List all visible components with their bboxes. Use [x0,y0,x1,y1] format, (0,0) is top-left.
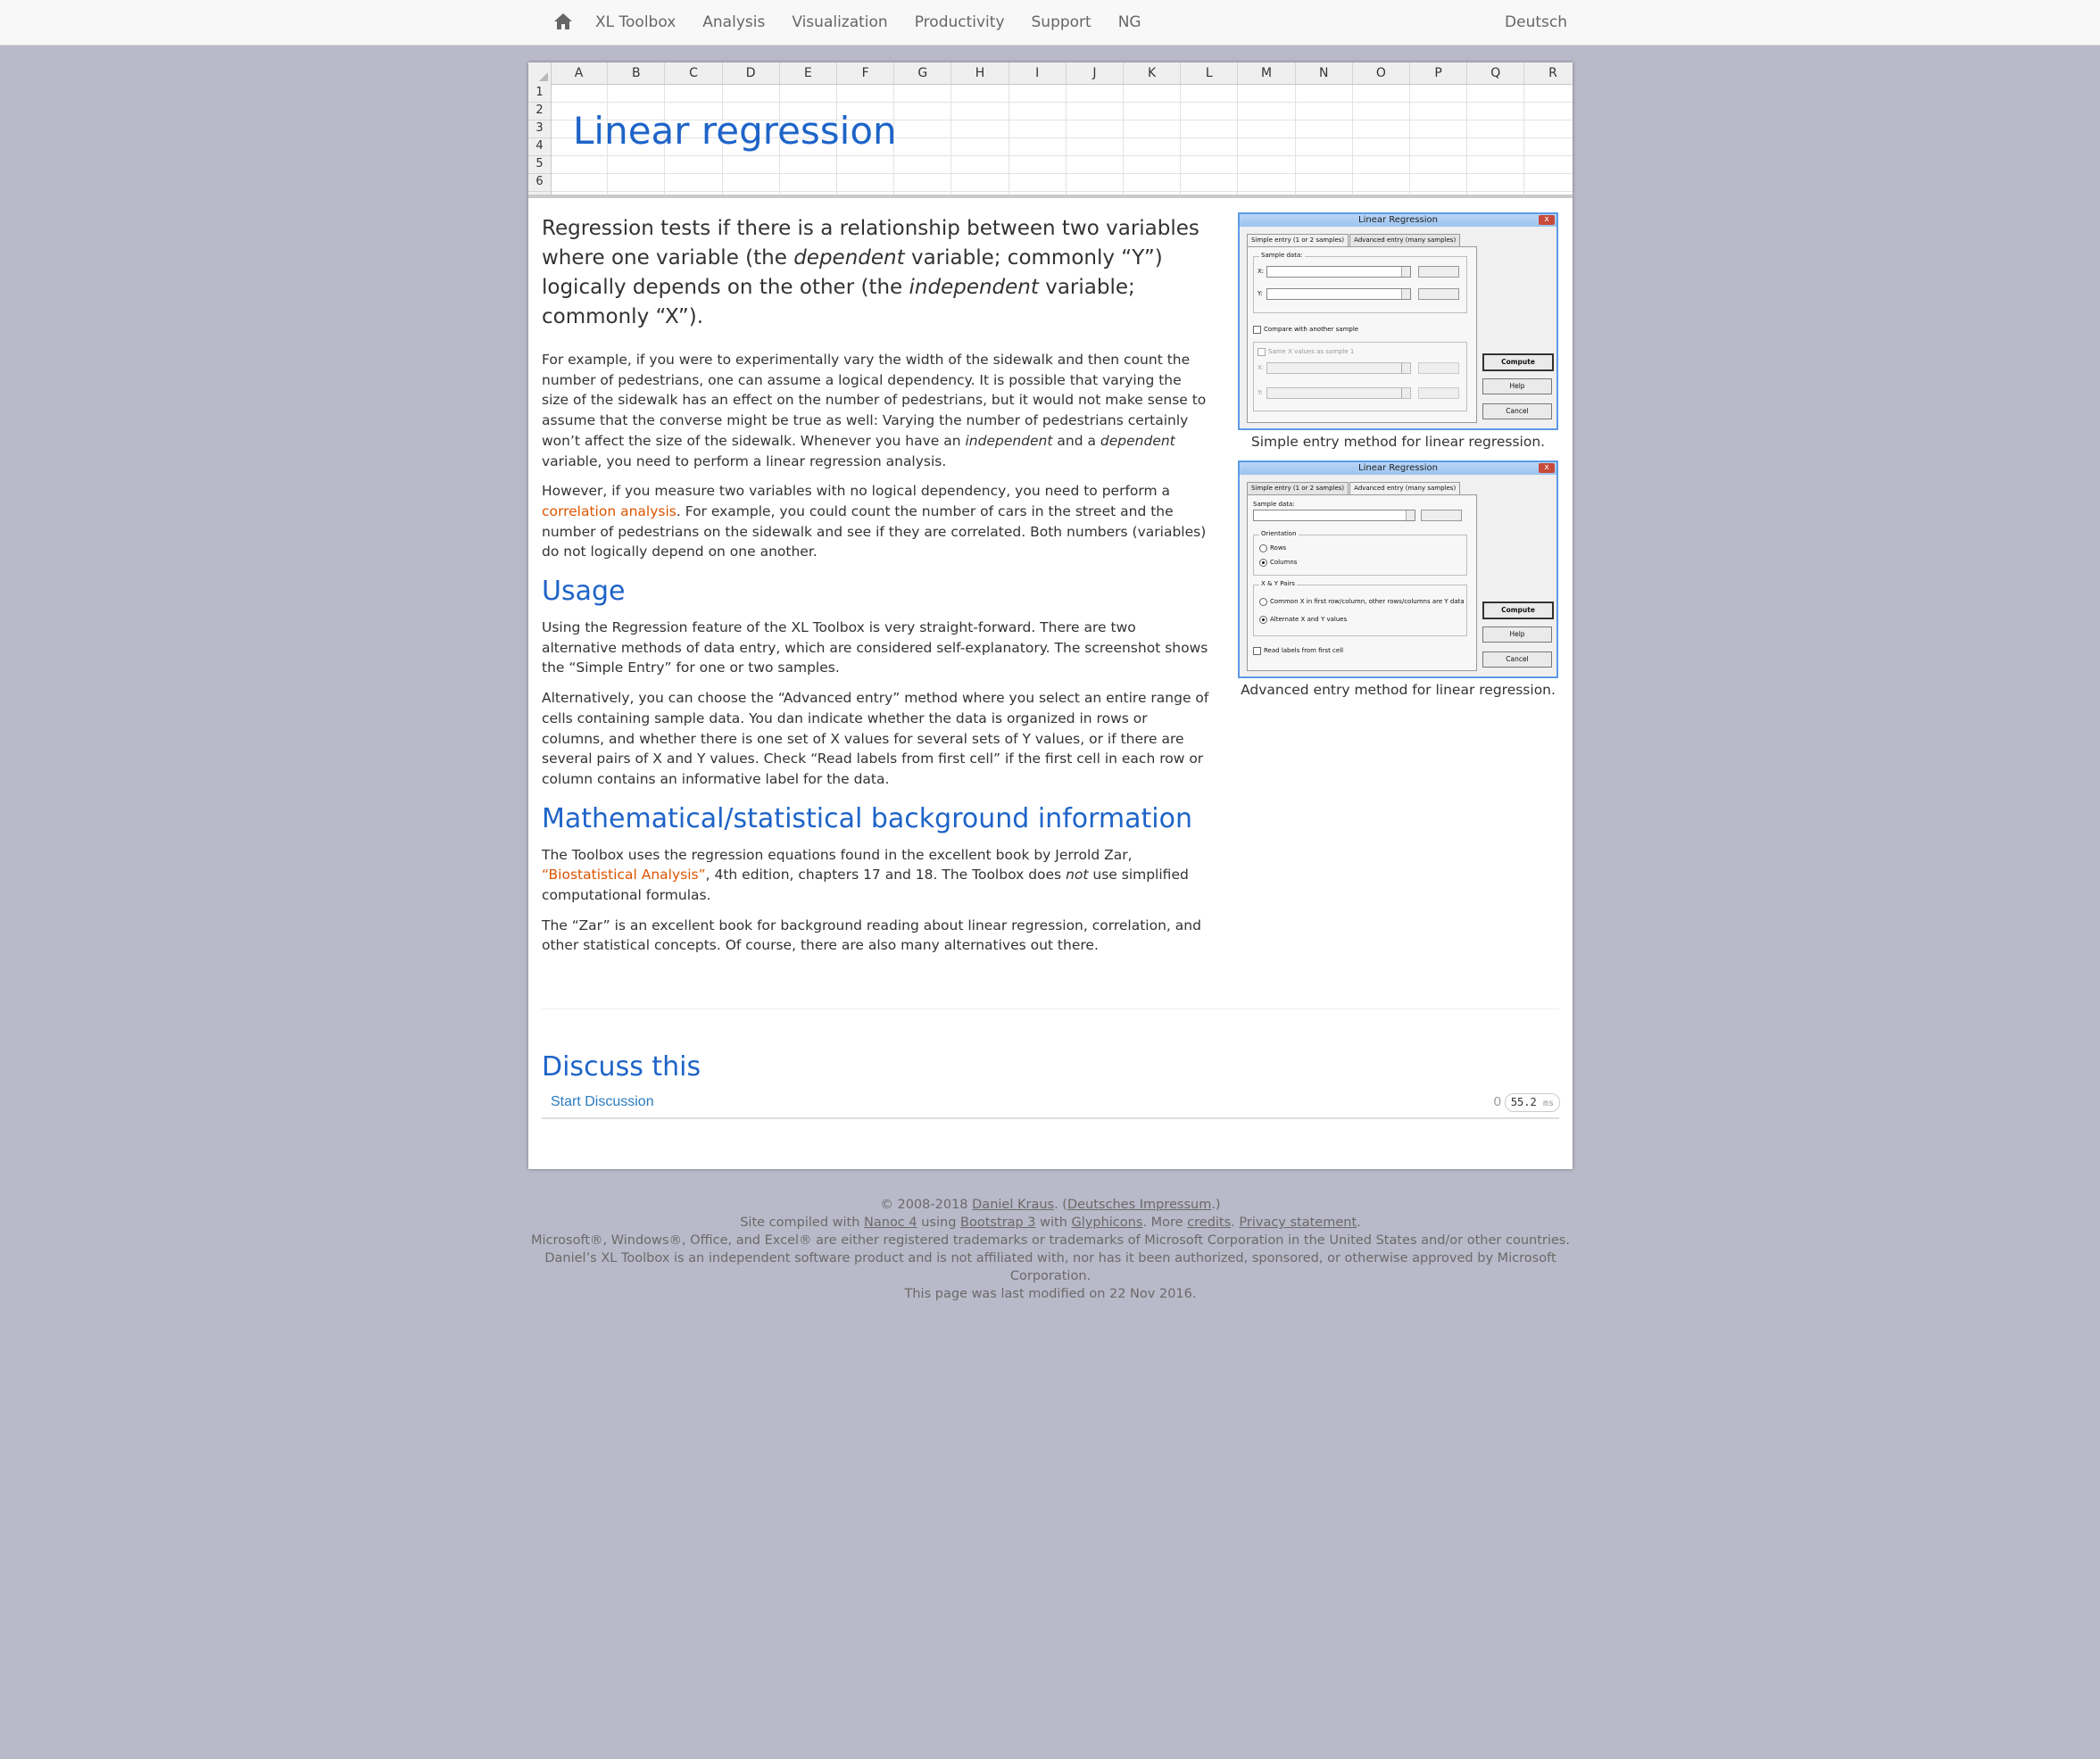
column-header: A [551,62,608,84]
grid-line [1295,84,1296,195]
home-icon[interactable] [553,12,573,30]
grid-line [1466,84,1467,195]
grid-line [551,191,1573,192]
start-discussion-link[interactable]: Start Discussion [551,1094,654,1109]
dialog-title-bar: Linear Regression x [1240,214,1556,227]
footer-disclaimer: Daniel’s XL Toolbox is an independent software product and is not affiliated with, nor has it been authorized, sponsored, or otherwise approved by Microsoft Corporation. [544,1251,1556,1283]
page-container [528,62,1573,1169]
tab-simple-entry: Simple entry (1 or 2 samples) [1247,234,1349,246]
y-label: Y: [1258,290,1263,297]
y2-range-buttons [1418,387,1459,399]
xy-pairs-label: X & Y Pairs [1261,580,1295,587]
glyphicons-link[interactable]: Glyphicons [1071,1216,1143,1230]
top-navbar [0,0,2100,46]
grid-line [1352,84,1353,195]
orientation-label: Orientation [1261,530,1297,537]
column-header: Q [1467,62,1524,84]
nav-link-visualization[interactable]: Visualization [792,13,888,31]
nav-link-xl-toolbox[interactable]: XL Toolbox [595,13,676,31]
second-sample-group [1253,342,1467,411]
grid-line [1008,84,1009,195]
grid-line [551,102,1573,103]
grid-line [551,173,1573,174]
grid-line [1123,84,1124,195]
page-title: Linear regression [573,109,897,153]
column-header: C [665,62,722,84]
y2-range-input [1266,387,1411,399]
discussion-count: 0 [1493,1094,1501,1109]
compare-checkbox [1253,326,1261,334]
tab-advanced-entry: Advanced entry (many samples) [1349,234,1460,246]
x-label: X: [1258,268,1265,275]
column-header: H [951,62,1008,84]
column-header-bar [528,62,1573,85]
same-x-label: Same X values as sample 1 [1268,348,1355,355]
row-header: 6 [528,173,551,192]
paragraph-correlation: However, if you measure two variables with no logical dependency, you need to perform a correlation analysis. For example, you could count the number of cars in the street and the number of pedestrians on the sidewalk and see if they are correlated. Both numbers (variables) do not logically depend on one another. [542,483,1207,560]
xy-pairs-group [1253,580,1467,636]
y2-label: Y: [1258,389,1263,396]
column-header: B [608,62,665,84]
nav-link-support[interactable]: Support [1031,13,1092,31]
paragraph-usage: Using the Regression feature of the XL Toolbox is very straight-forward. There are two alternative methods of data entry, which are considered self-explanatory. The screenshot shows the “Simple Entry” for one or two samples. [542,619,1208,676]
nav-link-productivity[interactable]: Productivity [914,13,1005,31]
column-header: N [1296,62,1353,84]
biostatistical-analysis-link[interactable]: “Biostatistical Analysis” [542,867,706,884]
row-header: 3 [528,120,551,138]
author-link[interactable]: Daniel Kraus [972,1198,1055,1212]
figure-simple-entry [1238,212,1558,450]
grid-line [1066,84,1067,195]
privacy-statement-link[interactable]: Privacy statement [1239,1216,1357,1230]
compute-button: Compute [1482,602,1554,619]
usage-heading: Usage [542,576,626,608]
help-button: Help [1482,626,1552,643]
render-time-badge [1505,1093,1560,1112]
sample-data-group [1253,252,1467,313]
alternate-xy-label: Alternate X and Y values [1270,616,1348,623]
dialog-tabs [1247,482,1461,494]
column-header: K [1124,62,1181,84]
column-header: M [1238,62,1295,84]
nanoc-link[interactable]: Nanoc 4 [864,1216,917,1230]
paragraph-example: For example, if you were to experimentally vary the width of the sidewalk and then count the number of pedestrians, one can assume a logical dependency. It is possible that varying the size of the sidewalk has an effect on the number of pedestrians, but it would not make sense to assume that the converse might be true as well: Varying the number of pedestrians certainly won’t affect the size of the sidewalk. Whenever you have an independent and a dependent variable, you need to perform a linear regression analysis. [542,352,1207,469]
dialog-panel [1247,246,1477,423]
main-content [542,214,1211,966]
grid-line [1180,84,1181,195]
footer-last-modified: This page was last modified on 22 Nov 2016. [904,1287,1197,1301]
columns-radio [1259,559,1267,567]
impressum-link[interactable]: Deutsches Impressum [1067,1198,1212,1212]
column-header: O [1353,62,1410,84]
orientation-group [1253,530,1467,576]
rows-label: Rows [1270,544,1287,552]
language-switch-link[interactable]: Deutsch [1505,13,1567,31]
column-header: I [1009,62,1067,84]
compute-button: Compute [1482,353,1554,371]
figure-caption-advanced: Advanced entry method for linear regression. [1241,682,1556,698]
columns-label: Columns [1270,559,1298,566]
common-x-label: Common X in first row/column, other rows/columns are Y data [1270,598,1465,605]
dialog-tabs [1247,234,1461,246]
help-button: Help [1482,378,1552,394]
bootstrap-link[interactable]: Bootstrap 3 [960,1216,1036,1230]
close-icon: x [1539,463,1555,473]
x-range-buttons [1418,266,1459,278]
cancel-button: Cancel [1482,651,1552,668]
row-header: 2 [528,102,551,120]
footer-copyright: © 2008-2018 Daniel Kraus. (Deutsches Impressum.) [880,1198,1221,1212]
render-time-value: 55.2 [1510,1096,1537,1108]
navbar-inner [528,0,1573,45]
column-header: E [780,62,837,84]
paragraph-zar-background: The “Zar” is an excellent book for background reading about linear regression, correlation, and other statistical concepts. Of course, there are also many alternatives out there. [542,917,1201,954]
simple-entry-screenshot [1238,212,1558,430]
sample-data-label: Sample data: [1261,252,1303,259]
cancel-button: Cancel [1482,403,1552,419]
page-footer [528,1196,1573,1303]
grid-line [1523,84,1524,195]
column-header: F [837,62,894,84]
sample-range-buttons [1421,510,1462,521]
nav-links [582,0,1155,45]
rows-radio [1259,544,1267,552]
x2-label: X: [1258,364,1265,371]
select-all-corner [528,62,552,84]
lead-paragraph: Regression tests if there is a relationship between two variables where one variable (the dependent variable; commonly “Y”) logically depends on the other (the independent variable; commonly “X”). [542,217,1199,328]
paragraph-zar-book: The Toolbox uses the regression equations found in the excellent book by Jerrold Zar, “Biostatistical Analysis”, 4th edition, chapters 17 and 18. The Toolbox does not use simplified computational formulas. [542,846,1189,904]
correlation-analysis-link[interactable]: correlation analysis [542,502,676,519]
x-range-input [1266,266,1411,278]
nav-link-analysis[interactable]: Analysis [702,13,766,31]
column-header: J [1067,62,1124,84]
footer-credits: Site compiled with Nanoc 4 using Bootstrap 3 with Glyphicons. More credits. Privacy statement. [740,1216,1361,1230]
column-header: D [723,62,780,84]
close-icon: x [1539,215,1555,225]
section-divider [542,1008,1559,1009]
read-labels-checkbox [1253,647,1261,655]
tab-advanced-entry: Advanced entry (many samples) [1349,482,1460,494]
column-header: P [1410,62,1467,84]
grid-line [950,84,951,195]
figure-caption-simple: Simple entry method for linear regression. [1250,434,1546,450]
dialog-panel [1247,494,1477,671]
column-header: L [1181,62,1238,84]
grid-line [551,155,1573,156]
sample-range-input [1253,510,1415,521]
nav-link-ng[interactable]: NG [1117,13,1141,31]
footer-trademarks: Microsoft®, Windows®, Office, and Excel® are either registered trademarks or trademarks of Microsoft Corporation in the United States and/or other countries. [531,1233,1570,1248]
advanced-entry-screenshot [1238,460,1558,678]
paragraph-advanced-entry: Alternatively, you can choose the “Advanced entry” method where you select an entire range of cells containing sample data. You dan indicate whether the data is organized in rows or columns, and whether there is one set of X values for several sets of Y values, or if there are several pairs of X and Y values. Check “Read labels from first cell” if the first cell in each row or column contains an informative label for the data. [542,690,1209,787]
discuss-heading: Discuss this [542,1051,701,1083]
grid-line [1409,84,1410,195]
tab-simple-entry: Simple entry (1 or 2 samples) [1247,482,1349,494]
compare-label: Compare with another sample [1264,326,1359,333]
y-range-input [1266,288,1411,300]
row-header-bar [528,84,552,195]
row-header: 5 [528,155,551,174]
same-x-checkbox [1258,348,1266,356]
column-header: R [1524,62,1573,84]
y-range-buttons [1418,288,1459,300]
dialog-title-bar: Linear Regression x [1240,462,1556,475]
figure-advanced-entry [1238,460,1558,698]
sample-data-label: Sample data: [1253,501,1295,508]
spreadsheet-header [528,62,1573,198]
alternate-xy-radio [1259,616,1267,624]
common-x-radio [1259,598,1267,606]
row-header: 4 [528,137,551,156]
column-header: G [894,62,951,84]
read-labels-label: Read labels from first cell [1264,647,1344,654]
grid-line [1237,84,1238,195]
x2-range-input [1266,362,1411,374]
discussion-divider [542,1117,1559,1119]
math-background-heading: Mathematical/statistical background information [542,802,1192,834]
x2-range-buttons [1418,362,1459,374]
credits-link[interactable]: credits [1187,1216,1232,1230]
render-time-unit: ms [1542,1099,1554,1108]
row-header: 1 [528,84,551,103]
